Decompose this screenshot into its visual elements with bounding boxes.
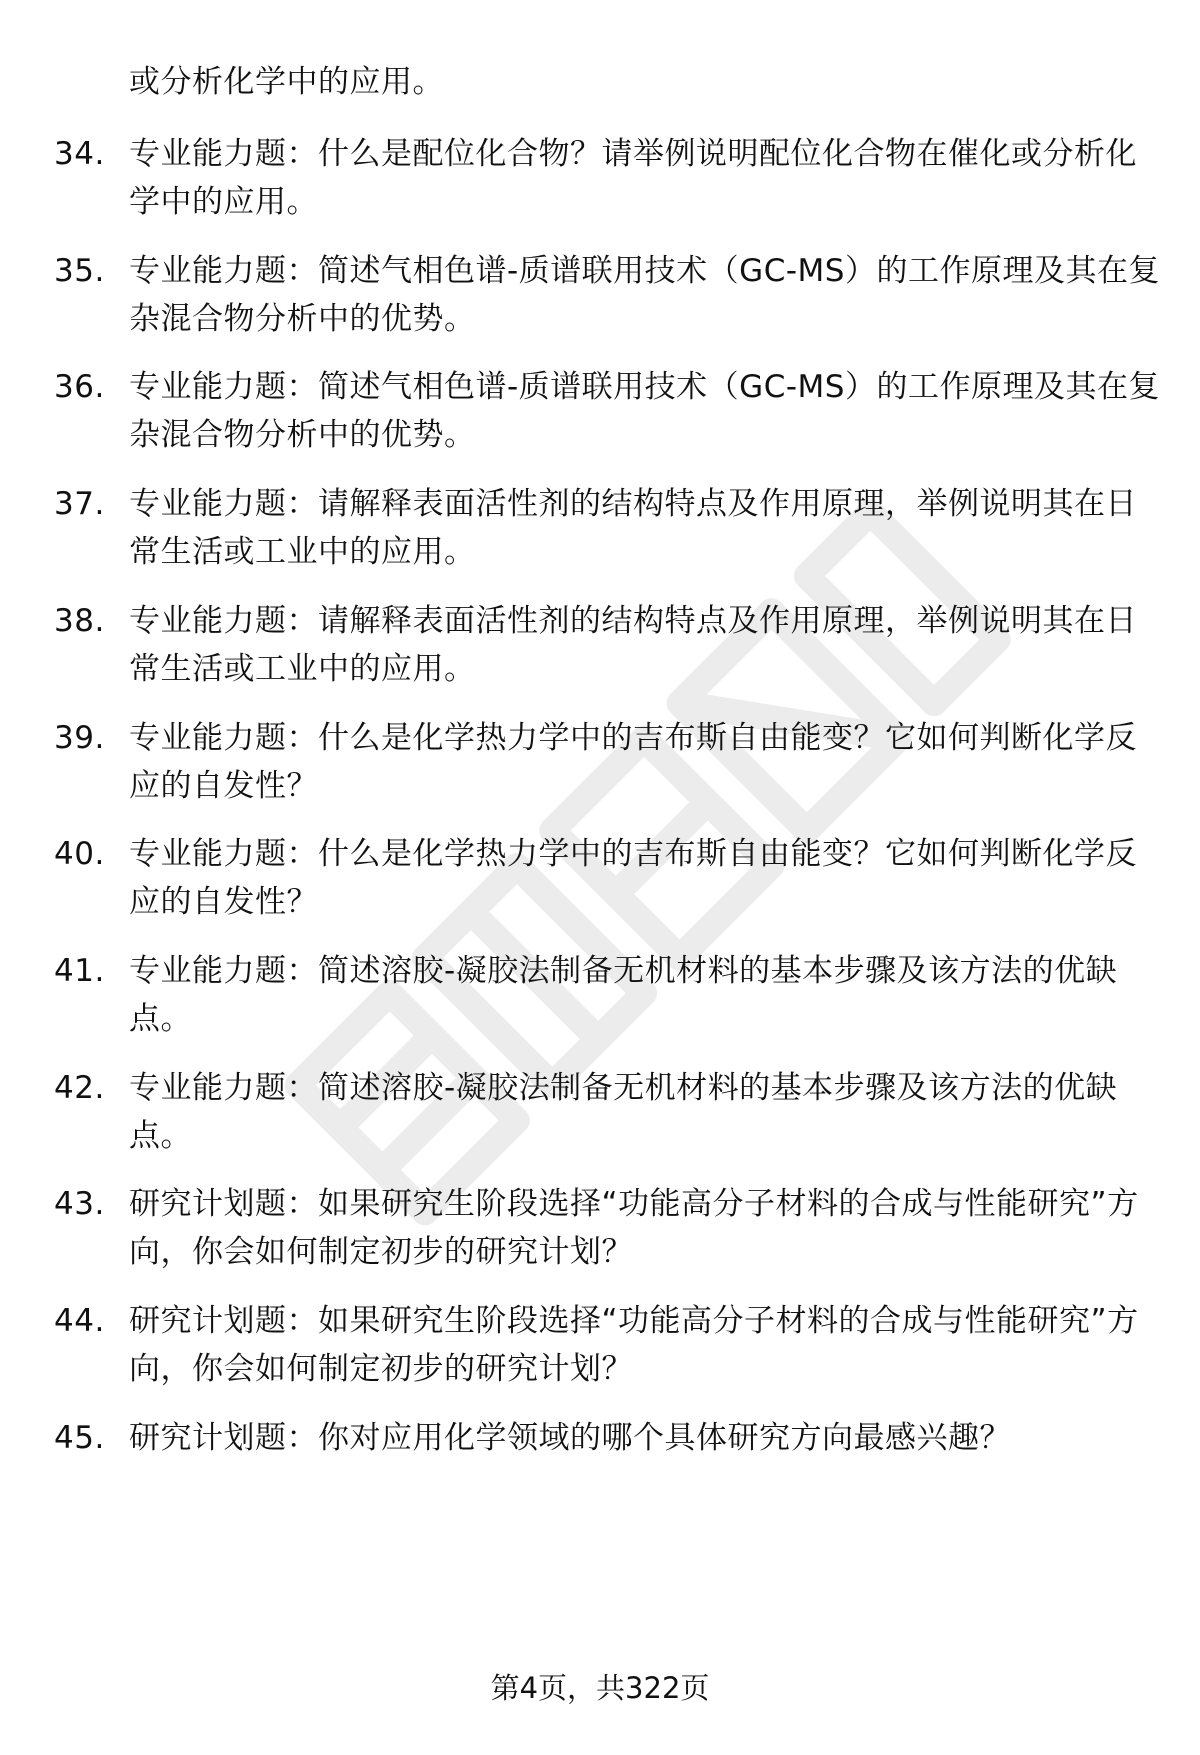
item-number: 37. — [54, 486, 105, 522]
page-footer: 第4页，共322页 — [490, 1671, 710, 1705]
item-text: 研究计划题：如果研究生阶段选择“功能高分子材料的合成与性能研究”方向，你会如何制定初步的研究计划？ — [129, 1186, 1139, 1270]
item-text: 专业能力题：简述溶胶-凝胶法制备无机材料的基本步骤及该方法的优缺点。 — [129, 953, 1118, 1037]
item-number: 34. — [54, 136, 105, 172]
carry-over-text: 或分析化学中的应用。 — [129, 64, 444, 100]
item-text: 专业能力题：简述气相色谱-质谱联用技术（GC-MS）的工作原理及其在复杂混合物分析中的优势。 — [129, 253, 1160, 337]
item-text: 专业能力题：简述溶胶-凝胶法制备无机材料的基本步骤及该方法的优缺点。 — [129, 1070, 1118, 1154]
item-text: 专业能力题：什么是化学热力学中的吉布斯自由能变？它如何判断化学反应的自发性？ — [129, 836, 1137, 920]
item-number: 45. — [54, 1420, 105, 1456]
item-text: 研究计划题：如果研究生阶段选择“功能高分子材料的合成与性能研究”方向，你会如何制定初步的研究计划？ — [129, 1303, 1139, 1387]
item-number: 44. — [54, 1303, 105, 1339]
item-text: 专业能力题：什么是化学热力学中的吉布斯自由能变？它如何判断化学反应的自发性？ — [129, 720, 1137, 804]
item-text: 专业能力题：请解释表面活性剂的结构特点及作用原理，举例说明其在日常生活或工业中的应用。 — [129, 603, 1137, 687]
item-number: 41. — [54, 953, 105, 989]
item-number: 39. — [54, 720, 105, 756]
item-text: 专业能力题：简述气相色谱-质谱联用技术（GC-MS）的工作原理及其在复杂混合物分析中的优势。 — [129, 369, 1160, 453]
item-number: 38. — [54, 603, 105, 639]
item-number: 35. — [54, 253, 105, 289]
item-number: 42. — [54, 1070, 105, 1106]
item-text: 专业能力题：什么是配位化合物？请举例说明配位化合物在催化或分析化学中的应用。 — [129, 136, 1137, 220]
item-number: 36. — [54, 369, 105, 405]
item-text: 专业能力题：请解释表面活性剂的结构特点及作用原理，举例说明其在日常生活或工业中的应用。 — [129, 486, 1137, 570]
item-number: 43. — [54, 1186, 105, 1222]
item-number: 40. — [54, 836, 105, 872]
item-text: 研究计划题：你对应用化学领域的哪个具体研究方向最感兴趣？ — [129, 1420, 1011, 1456]
